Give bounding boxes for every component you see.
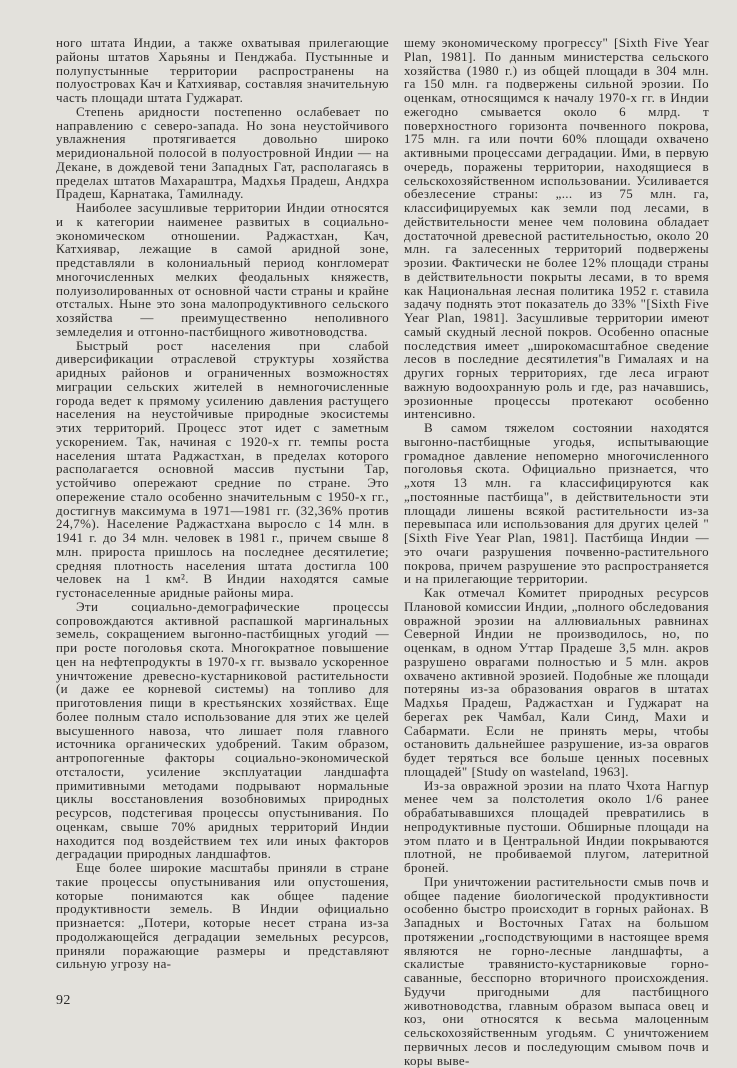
paragraph: Еще более широкие масштабы приняли в стране такие процессы опустынивания или опустошения, которые понимаются как общее падение продуктивности земель. В Индии официально признается: „Потери, которые несет страна из-за продолжающейся деградации земельных ресурсов, приняли поражающие размеры и представляют сильную угрозу на-: [56, 860, 389, 972]
paragraph: Эти социально-демографические процессы сопровождаются активной распашкой маргинальных земель, сокращением выгонно-пастбищных угодий — при росте поголовья скота. Многократное повышение цен на нефтепродукты в 1970-х гг. вызвало ускоренное уничтожение древесно-кустарниковой растительности (и даже ее корневой системы) на топливо для приготовления пищи в крестьянских хозяйствах. Еще более полным стало использование для этих же целей высушенного навоза, что лишает поля главного источника органических удобрений. Таким образом, антропогенные факторы социально-экономической отсталости, усиление эксплуатации ландшафта примитивными методами подрывают нормальные циклы восстановления возобновимых природных ресурсов, подстегивая процессы опустынивания. По оценкам, свыше 70% аридных территорий Индии находится под воздействием тех или иных факторов деградации природных ландшафтов.: [56, 598, 389, 862]
paragraph: ного штата Индии, а также охватывая прилегающие районы штатов Харьяны и Пенджаба. Пустынные и полупустынные территории распространены на полуостровах Кач и Катхиявар, составляя значительную часть площади штата Гуджарат.: [56, 35, 389, 105]
paragraph: При уничтожении растительности смыв почв и общее падение биологической продуктивности особенно быстро происходит в горных районах. В Западных и Восточных Гатах на большом протяжении „господствующими в настоящее время являются не горно-лесные ландшафты, а скалистые травянисто-кустарниковые горно-саванные, бесспорно вторичного происхождения. Будучи пригодными для пастбищного животноводства, главным образом выпаса овец и коз, они относятся к весьма малоценным сельскохозяйственным угодьям. С уничтожением первичных лесов и последующим смывом почв и коры выве-: [404, 873, 709, 1068]
paragraph: В самом тяжелом состоянии находятся выгонно-пастбищные угодья, испытывающие громадное давление непомерно многочисленного поголовья скота. Официально признается, что „хотя 13 млн. га классифицируются как „постоянные пастбища", в действительности эти площади лишены всякой растительности из-за перевыпаса или использования для других целей "[Sixth Five Year Plan, 1981]. Пастбища Индии — это очаги разрушения почвенно-растительного покрова, причем разрушение это распространяется и на прилегающие территории.: [404, 420, 709, 587]
page-number: 92: [56, 993, 71, 1008]
paragraph: Быстрый рост населения при слабой диверсификации отраслевой структуры хозяйства аридных районов и ограниченных возможностях миграции сельских жителей в немногочисленные города ведет к прямому усилению давления растущего населения на неустойчивые природные экосистемы этих территорий. Процесс этот идет с заметным ускорением. Так, начиная с 1920-х гг. темпы роста населения штата Раджастхан, в пределах которого располагается основной массив пустыни Тар, устойчиво опережают средние по стране. Это опережение стало особенно значительным с 1950-х гг., достигнув максимума в 1971—1981 гг. (32,36% против 24,7%). Население Раджастхана выросло с 14 млн. в 1941 г. до 34 млн. человек в 1981 г., причем свыше 8 млн. прироста пришлось на последнее десятилетие; средняя плотность населения штата достигла 100 человек на 1 км². В Индии находятся самые густонаселенные аридные районы мира.: [56, 337, 389, 600]
paragraph: Как отмечал Комитет природных ресурсов Плановой комиссии Индии, „полного обследования овражной эрозии на аллювиальных равнинах Северной Индии не производилось, но, по оценкам, в одном Уттар Прадеше 3,5 млн. акров разрушено оврагами полностью и 5 млн. акров охвачено активной эрозией. Подобные же площади потеряны из-за образования оврагов в штатах Мадхья Прадеш, Раджастхан и Гуджарат на берегах рек Чамбал, Кали Синд, Махи и Сабармати. Если не принять меры, чтобы остановить дальнейшее разрушение, из-за оврагов будет теряться все больше ценных посевных площадей" [Study on wasteland, 1963].: [404, 585, 709, 779]
right-column: [404, 36, 709, 1067]
paragraph: Степень аридности постепенно ослабевает по направлению с северо-запада. Но зона неустойчивого увлажнения протягивается довольно широко меридиональной полосой в полуостровной Индии — на Декане, в дождевой тени Западных Гат, располагаясь в пределах штатов Махараштра, Мадхья Прадеш, Андхра Прадеш, Карнатака, Тамилнаду.: [56, 103, 389, 202]
paragraph: Наиболее засушливые территории Индии относятся и к категории наименее развитых в социально-экономическом отношении. Раджастхан, Кач, Катхиявар, лежащие в самой аридной зоне, представляли в колониальный период конгломерат многочисленных мелких феодальных княжеств, полуизолированных от основной части страны и крайне отсталых. Ныне это зона малопродуктивного сельского хозяйства — преимущественно неполивного земледелия и отгонно-пастбищного животноводства.: [56, 200, 389, 339]
left-column: [56, 36, 389, 1009]
paragraph: Из-за овражной эрозии на плато Чхота Нагпур менее чем за полстолетия около 1/6 ранее обрабатывавшихся площадей превратились в непродуктивные пустоши. Обширные площади на этом плато и в Центральной Индии покрываются плотной, не пробиваемой плугом, латеритной броней.: [404, 777, 709, 875]
paragraph: шему экономическому прогрессу" [Sixth Five Year Plan, 1981]. По данным министерства сельского хозяйства (1980 г.) из общей площади в 304 млн. га 150 млн. га подвержены сильной эрозии. По оценкам, относящимся к началу 1970-х гг. в Индии ежегодно смывается около 6 млрд. т поверхностного горизонта почвенного покрова, 175 млн. га или почти 60% площади охвачено активными процессами деградации. Ими, в первую очередь, поражены территории, находящиеся в сельскохозяйственном использовании. Усиливается обезлесение страны: „... из 75 млн. га, классифицируемых как земли под лесами, в действительности менее чем половина обладает достаточной древесной растительностью, около 20 млн. га залесенных территорий подвержены эрозии. Фактически не более 12% площади страны в действительности покрыты лесами, в то время как Национальная лесная политика 1952 г. ставила задачу поднять этот показатель до 33% "[Sixth Five Year Plan, 1981]. Засушливые территории имеют самый скудный лесной покров. Особенно опасные последствия имеет „широкомасштабное сведение лесов в последние десятилетия"в Гималаях и на других горных территориях, где леса играют важную водоохранную роль и где, раз начавшись, эрозионные процессы протекают особенно интенсивно.: [404, 35, 709, 422]
